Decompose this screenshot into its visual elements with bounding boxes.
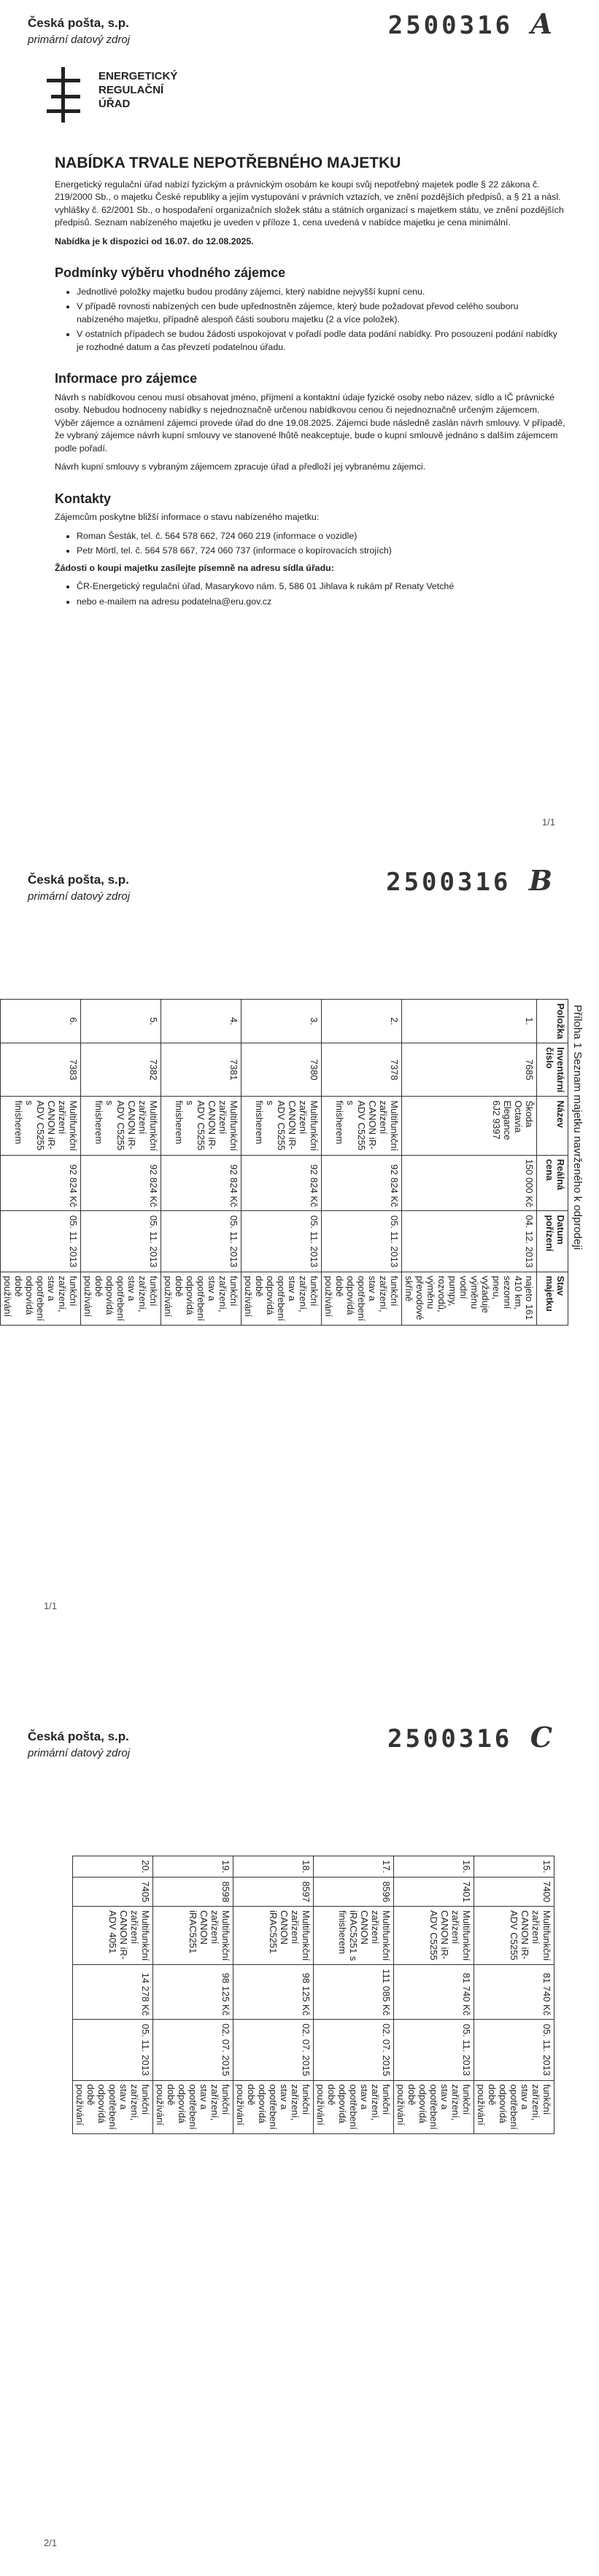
table-body — [0, 1000, 537, 1326]
cell-item — [0, 1000, 1, 1043]
cell-date: 05. 11. 2013 — [81, 1211, 161, 1272]
cell-price: 150 000 Kč — [402, 1155, 537, 1211]
cell-name: Multifunkční zařízení CANON iR-ADV C5255 s finisherem — [161, 1097, 241, 1155]
list-item: • Roman Šesták, tel. č. 564 578 662, 724 060 219 (informace o vozidle) — [77, 530, 565, 543]
cell-price: 81 740 Kč — [474, 1965, 554, 2020]
deadline-text: Nabídka je k dispozici od 16.07. do 12.08.2025. — [55, 236, 254, 246]
cell-inventory: 8596 — [314, 1877, 394, 1907]
cell-inventory: 7685 — [402, 1043, 537, 1097]
cell-inventory: 7383 — [1, 1043, 81, 1097]
cell-condition: funkční zařízení, stav a opotřebení odpovídá době používání — [394, 2080, 474, 2133]
cell-item: 20. — [73, 1856, 153, 1877]
cell-price — [0, 1155, 1, 1211]
cell-date: 02. 07. 2015 — [233, 2020, 314, 2080]
cell-date: 05. 11. 2013 — [474, 2020, 554, 2080]
page-number: 2/1 — [44, 2537, 58, 2548]
cell-name — [0, 1097, 1, 1155]
cell-condition: funkční zařízení, stav a opotřebení odpovídá době používání — [153, 2080, 233, 2133]
conditions-list — [55, 286, 565, 354]
postal-stamp — [28, 1729, 130, 1759]
cell-price: 98 125 Kč — [233, 1965, 314, 2020]
rotated-table-container — [0, 999, 584, 1326]
page-number: 1/1 — [541, 817, 555, 828]
cell-inventory: 7405 — [73, 1877, 153, 1907]
header-price: Reálná cena — [537, 1155, 568, 1211]
cell-item: 16. — [394, 1856, 474, 1877]
table-row — [314, 1856, 394, 2134]
cell-item: 4. — [161, 1000, 241, 1043]
cell-date: 05. 11. 2013 — [73, 2020, 153, 2080]
stamp-line-1: Česká pošta, s.p. — [28, 873, 129, 887]
cell-date: 02. 07. 2015 — [153, 2020, 233, 2080]
asset-table — [0, 999, 568, 1326]
cell-name: Multifunkční zařízení CANON iR-ADV C5255 s finisherem — [322, 1097, 402, 1155]
header-name: Název — [537, 1097, 568, 1155]
info-paragraph-2: Návrh kupní smlouvy s vybraným zájemcem zpracuje úřad a předloží jej vybranému zájemci. — [55, 462, 426, 472]
cell-price: 92 824 Kč — [241, 1155, 322, 1211]
page-1 — [0, 0, 599, 857]
contacts-heading: Kontakty — [55, 491, 112, 506]
cell-name: Multifunkční zařízení CANON iRAC5251 s finisherem — [314, 1907, 394, 1965]
cell-price: 98 125 Kč — [153, 1965, 233, 2020]
rotated-table-container — [72, 1856, 554, 2134]
cell-price: 92 824 Kč — [1, 1155, 81, 1211]
logo-line-3: ÚŘAD — [98, 98, 131, 110]
cell-condition: funkční zařízení, stav a opotřebení odpovídá době používání — [161, 1272, 241, 1325]
info-heading: Informace pro zájemce — [55, 371, 198, 386]
table-body — [73, 1856, 554, 2134]
document-letter: C — [530, 1721, 555, 1754]
cell-inventory: 7400 — [474, 1877, 554, 1907]
table-row — [153, 1856, 233, 2134]
cell-date: 04. 12. 2013 — [402, 1211, 537, 1272]
cell-item: 6. — [1, 1000, 81, 1043]
table-row — [73, 1856, 153, 2134]
cell-price: 92 824 Kč — [322, 1155, 402, 1211]
cell-condition: najeto 161 410 km, sezonní pneu, vyžaduje výměnu vodní pumpy, rozvodů, výměnu převodové skříně — [402, 1272, 537, 1325]
table-row — [233, 1856, 314, 2134]
document-number-value: 2500316 — [387, 11, 514, 40]
info-paragraph-1: Návrh s nabídkovou cenou musí obsahovat jméno, příjmení a kontaktní údaje fyzické osoby nebo název, sídlo a IČ právnické osoby. Nebudou hodnoceny nabídky s nejednoznačně určenou nabídkovou cenou či nejednoznačně určeným zájemcem. Výběr zájemce a oznámení zájemci provede úřad do dne 19.08.2025. Zájemci bude následně zaslán návrh smlouvy. V případě, že vybraný zájemce návrh kupní smlouvy ve stanovené lhůtě neakceptuje, bude o kupní smlouvě jednáno s dalším zájemcem podle pořadí. — [55, 392, 565, 454]
table-caption: Příloha 1 Seznam majetku navrženého k odprodeji — [571, 1005, 584, 1250]
conditions-heading: Podmínky výběru vhodného zájemce — [55, 265, 286, 280]
document-number — [386, 864, 555, 897]
cell-price: 92 824 Kč — [81, 1155, 161, 1211]
table-row — [322, 1000, 402, 1326]
cell-name: Multifunkční zařízení CANON iR-ADV C5255 s finisherem — [81, 1097, 161, 1155]
logo-line-1: ENERGETICKÝ — [98, 70, 178, 82]
document-number-value: 2500316 — [387, 1724, 513, 1754]
cell-item: 19. — [153, 1856, 233, 1877]
cell-price: 92 824 Kč — [161, 1155, 241, 1211]
cell-item: 2. — [322, 1000, 402, 1043]
cell-item: 18. — [233, 1856, 314, 1877]
document-number — [387, 1721, 555, 1754]
cell-inventory: 7380 — [241, 1043, 322, 1097]
cell-date: 05. 11. 2013 — [161, 1211, 241, 1272]
cell-price: 81 740 Kč — [394, 1965, 474, 2020]
table-row — [161, 1000, 241, 1326]
cell-condition: funkční zařízení, stav a opotřebení odpovídá době používání — [314, 2080, 394, 2133]
list-item: • V případě rovnosti nabízených cen bude upřednostněn zájemce, který bude požadovat převod celého souboru nabízeného majetku, případně alespoň části souboru majetku (2 a více položek). — [77, 300, 565, 326]
cell-name: Škoda Octavia Elegance 6J2 9397 — [402, 1097, 537, 1155]
cell-condition: funkční zařízení, stav a opotřebení odpovídá době používání — [474, 2080, 554, 2133]
document-number-value: 2500316 — [386, 868, 511, 897]
table-row — [402, 1000, 537, 1326]
cell-item: 15. — [474, 1856, 554, 1877]
address-list — [55, 580, 565, 608]
table-row — [474, 1856, 554, 2134]
eru-logo-icon — [44, 66, 88, 124]
document-letter: B — [528, 864, 555, 897]
cell-name: Multifunkční zařízení CANON iR-ADV C5255 — [474, 1907, 554, 1965]
list-item: • ČR-Energetický regulační úřad, Masarykovo nám. 5, 586 01 Jihlava k rukám př Renaty Vetché — [77, 580, 565, 594]
cell-date — [0, 1211, 1, 1272]
list-item: • V ostatních případech se budou žádosti uspokojovat v pořadí podle data podání nabídky. Pro posouzení podání nabídky je rozhodné datum a čas převzetí podatelnou úřadu. — [77, 328, 565, 354]
cell-item: 1. — [402, 1000, 537, 1043]
offer-content — [55, 157, 565, 610]
list-item: • Petr Mörtl, tel. č. 564 578 667, 724 060 737 (informace o kopírovacích strojích) — [77, 545, 565, 558]
stamp-line-1: Česká pošta, s.p. — [28, 16, 129, 30]
page-number: 1/1 — [44, 1600, 58, 1611]
logo-line-2: REGULAČNÍ — [98, 84, 164, 96]
cell-date: 05. 11. 2013 — [322, 1211, 402, 1272]
cell-date: 02. 07. 2015 — [314, 2020, 394, 2080]
document-number — [388, 7, 555, 40]
cell-condition: funkční zařízení, stav a opotřebení odpovídá době používání — [81, 1272, 161, 1325]
address-intro: Žádosti o koupi majetku zasílejte písemně na adresu sídla úřadu: — [55, 562, 334, 573]
cell-name: Multifunkční zařízení CANON iRAC5251 — [233, 1907, 314, 1965]
stamp-line-2: primární datový zdroj — [28, 1747, 131, 1759]
cell-name: Multifunkční zařízení CANON iRAC5251 — [153, 1907, 233, 1965]
cell-inventory — [0, 1043, 1, 1097]
intro-paragraph: Energetický regulační úřad nabízí fyzickým a právnickým osobám ke koupi svůj nepotřebný majetek podle § 22 zákona č. 219/2000 Sb., o majetku České republiky a jejím vystupování v právních vztazích, ve znění pozdějších předpisů, a § 21 a násl. vyhlášky č. 62/2001 Sb., o hospodaření organizačních složek státu a státních organizací s majetkem státu, ve znění pozdějších předpisů. Seznam nabízeného majetku je uveden v příloze 1, cena uvedená v nabídce majetku je cena minimální. — [55, 179, 564, 227]
list-item: • nebo e-mailem na adresu podatelna@eru.gov.cz — [77, 596, 565, 609]
logo-text — [98, 69, 177, 111]
page-title: NABÍDKA TRVALE NEPOTŘEBNÉHO MAJETKU — [55, 155, 401, 171]
postal-stamp — [28, 873, 130, 903]
document-letter: A — [530, 7, 555, 40]
table-row — [0, 1000, 1, 1326]
cell-item: 3. — [241, 1000, 322, 1043]
cell-date: 05. 11. 2013 — [1, 1211, 81, 1272]
cell-inventory: 7378 — [322, 1043, 402, 1097]
cell-inventory: 7381 — [161, 1043, 241, 1097]
cell-name: Multifunkční zařízení CANON iR-ADV C5255 — [394, 1907, 474, 1965]
table-row — [81, 1000, 161, 1326]
cell-condition: funkční zařízení, stav a opotřebení odpovídá době používání — [233, 2080, 314, 2133]
page-3 — [0, 1713, 599, 2576]
header-item: Položka — [537, 1000, 568, 1043]
table-header-row — [537, 1000, 568, 1326]
cell-condition: funkční zařízení, stav a opotřebení odpovídá době používání — [241, 1272, 322, 1325]
cell-price: 111 085 Kč — [314, 1965, 394, 2020]
cell-name: Multifunkční zařízení CANON iR-ADV C5255 s finisherem — [1, 1097, 81, 1155]
header-date: Datum pořízení — [537, 1211, 568, 1272]
table-row — [241, 1000, 322, 1326]
cell-condition: funkční zařízení, stav a opotřebení odpovídá době používání — [1, 1272, 81, 1325]
cell-item: 5. — [81, 1000, 161, 1043]
stamp-line-1: Česká pošta, s.p. — [28, 1729, 129, 1743]
asset-table-continued — [72, 1856, 554, 2134]
page-2 — [0, 857, 599, 1713]
contacts-list — [55, 530, 565, 558]
table-row — [394, 1856, 474, 2134]
cell-condition: funkční zařízení, stav a opotřebení odpovídá době používání — [73, 2080, 153, 2133]
cell-condition: funkční zařízení, stav a opotřebení odpovídá době používání — [322, 1272, 402, 1325]
cell-inventory: 8598 — [153, 1877, 233, 1907]
cell-name: Multifunkční zařízení CANON iR-ADV 4051 — [73, 1907, 153, 1965]
postal-stamp — [28, 16, 130, 46]
list-item: • Jednotlivé položky majetku budou prodány zájemci, který nabídne nejvyšší kupní cenu. — [77, 286, 565, 299]
cell-condition — [0, 1272, 1, 1325]
cell-inventory: 8597 — [233, 1877, 314, 1907]
cell-item: 17. — [314, 1856, 394, 1877]
header-condition: Stav majetku — [537, 1272, 568, 1325]
contacts-intro: Zájemcům poskytne bližší informace o stavu nabízeného majetku: — [55, 512, 320, 522]
cell-price: 14 278 Kč — [73, 1965, 153, 2020]
table-row — [1, 1000, 81, 1326]
header-inventory: Inventární číslo — [537, 1043, 568, 1097]
cell-date: 05. 11. 2013 — [394, 2020, 474, 2080]
stamp-line-2: primární datový zdroj — [28, 34, 131, 46]
cell-inventory: 7382 — [81, 1043, 161, 1097]
cell-date: 05. 11. 2013 — [241, 1211, 322, 1272]
cell-name: Multifunkční zařízení CANON iR-ADV C5255 s finisherem — [241, 1097, 322, 1155]
cell-inventory: 7401 — [394, 1877, 474, 1907]
stamp-line-2: primární datový zdroj — [28, 890, 131, 903]
